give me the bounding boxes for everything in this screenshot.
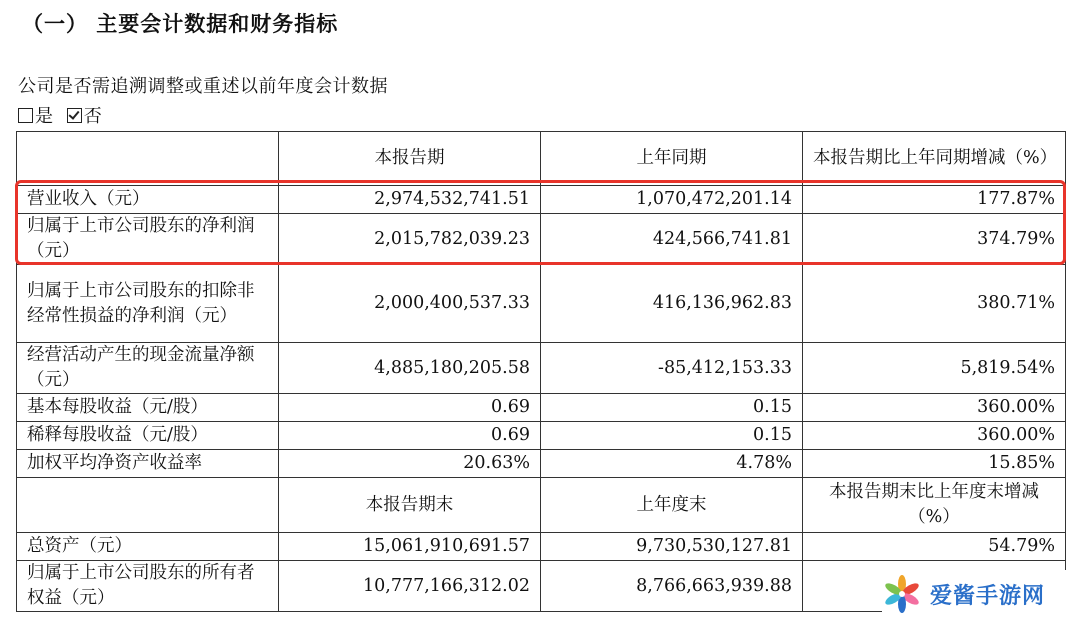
value-cell: 360.00% xyxy=(803,422,1066,450)
restatement-question: 公司是否需追溯调整或重述以前年度会计数据 xyxy=(18,76,388,97)
table-header-row xyxy=(17,478,1066,533)
row-label: 稀释每股收益（元/股） xyxy=(17,422,279,450)
table-row xyxy=(17,343,1066,394)
watermark xyxy=(882,570,1072,618)
table-row xyxy=(17,265,1066,343)
table-row xyxy=(17,214,1066,265)
value-cell: 2,974,532,741.51 xyxy=(279,186,541,214)
header-cell: 本报告期比上年同期增减（%） xyxy=(803,132,1066,186)
table-row xyxy=(17,394,1066,422)
value-cell: 2,000,400,537.33 xyxy=(279,265,541,343)
checkbox-no-checked-icon xyxy=(67,108,82,123)
value-cell: 424,566,741.81 xyxy=(541,214,803,265)
row-label: 归属于上市公司股东的所有者权益（元） xyxy=(17,561,279,612)
header-cell: 本报告期末比上年度末增减（%） xyxy=(803,478,1066,533)
value-cell: 0.15 xyxy=(541,422,803,450)
row-label: 总资产（元） xyxy=(17,533,279,561)
value-cell: 0.69 xyxy=(279,394,541,422)
financial-indicators-table xyxy=(16,131,1066,612)
value-cell: 0.69 xyxy=(279,422,541,450)
row-label: 归属于上市公司股东的净利润（元） xyxy=(17,214,279,265)
row-label: 基本每股收益（元/股） xyxy=(17,394,279,422)
header-cell: 上年同期 xyxy=(541,132,803,186)
header-cell: 本报告期 xyxy=(279,132,541,186)
value-cell: 54.79% xyxy=(803,533,1066,561)
section-heading: （一） 主要会计数据和财务指标 xyxy=(22,12,339,36)
value-cell: -85,412,153.33 xyxy=(541,343,803,394)
row-label: 营业收入（元） xyxy=(17,186,279,214)
option-no xyxy=(67,106,102,127)
header-cell: 本报告期末 xyxy=(279,478,541,533)
table-row xyxy=(17,533,1066,561)
header-cell: 上年度末 xyxy=(541,478,803,533)
value-cell: 177.87% xyxy=(803,186,1066,214)
watermark-text: 爱酱手游网 xyxy=(930,583,1046,609)
table-header-row xyxy=(17,132,1066,186)
value-cell: 20.63% xyxy=(279,450,541,478)
value-cell: 9,730,530,127.81 xyxy=(541,533,803,561)
table-row xyxy=(17,422,1066,450)
value-cell: 1,070,472,201.14 xyxy=(541,186,803,214)
option-yes-label: 是 xyxy=(35,106,53,127)
checkbox-yes-icon xyxy=(18,108,33,123)
value-cell: 2,015,782,039.23 xyxy=(279,214,541,265)
value-cell: 4,885,180,205.58 xyxy=(279,343,541,394)
table-row xyxy=(17,186,1066,214)
value-cell: 15,061,910,691.57 xyxy=(279,533,541,561)
option-yes xyxy=(18,106,59,127)
value-cell: 10,777,166,312.02 xyxy=(279,561,541,612)
value-cell: 380.71% xyxy=(803,265,1066,343)
option-no-label: 否 xyxy=(83,106,102,127)
value-cell: 360.00% xyxy=(803,394,1066,422)
row-label: 加权平均净资产收益率 xyxy=(17,450,279,478)
restatement-options xyxy=(18,102,110,128)
header-blank-cell xyxy=(17,132,279,186)
table-row xyxy=(17,450,1066,478)
value-cell: 15.85% xyxy=(803,450,1066,478)
header-blank-cell xyxy=(17,478,279,533)
value-cell: 4.78% xyxy=(541,450,803,478)
row-label: 经营活动产生的现金流量净额（元） xyxy=(17,343,279,394)
row-label: 归属于上市公司股东的扣除非经常性损益的净利润（元） xyxy=(17,265,279,343)
pinwheel-logo-icon xyxy=(882,574,922,614)
value-cell: 8,766,663,939.88 xyxy=(541,561,803,612)
value-cell: 0.15 xyxy=(541,394,803,422)
value-cell: 5,819.54% xyxy=(803,343,1066,394)
value-cell: 374.79% xyxy=(803,214,1066,265)
value-cell: 416,136,962.83 xyxy=(541,265,803,343)
